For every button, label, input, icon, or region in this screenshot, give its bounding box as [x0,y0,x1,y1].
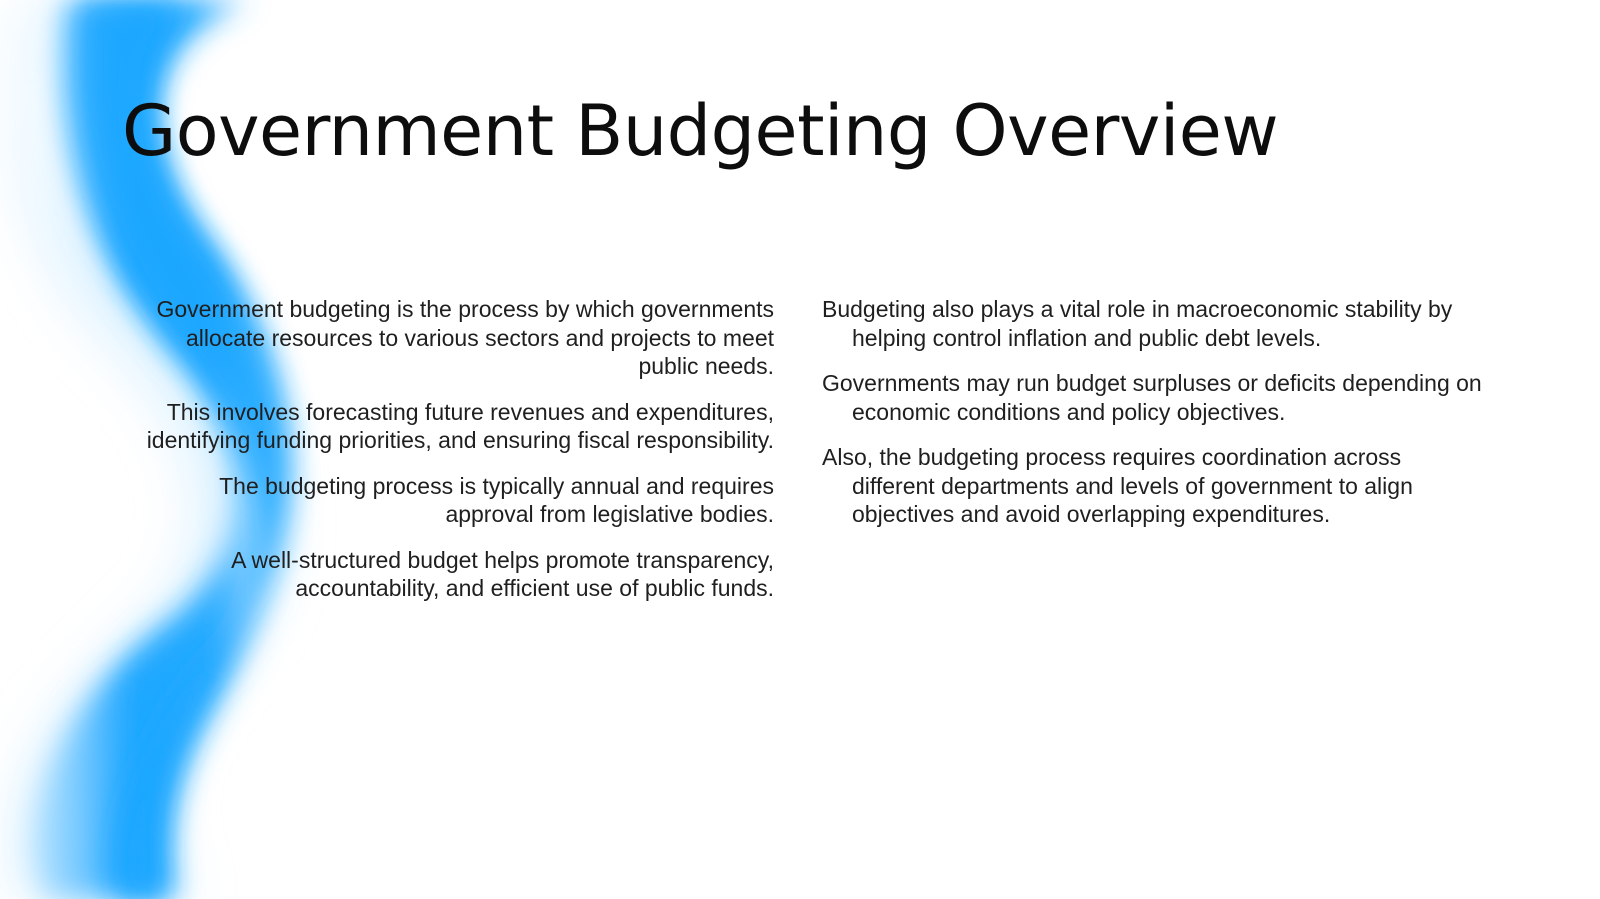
slide-title: Government Budgeting Overview [122,90,1279,172]
paragraph-forecasting: This involves forecasting future revenues and expenditures, identifying funding priorities, and ensuring fiscal responsibility. [146,398,774,453]
paragraph-coordination: Also, the budgeting process requires coordination across different departments and levels of government to align objectives and avoid overlapping expenditures. [822,444,1413,527]
paragraph-budgeting-definition: Government budgeting is the process by which governments allocate resources to various sectors and projects to meet public needs. [156,296,774,379]
paragraph-surpluses-deficits: Governments may run budget surpluses or deficits depending on economic conditions and policy objectives. [822,370,1482,425]
right-text-column [822,295,1482,546]
paragraph-annual-process: The budgeting process is typically annual and requires approval from legislative bodies. [219,472,774,527]
paragraph-transparency: A well-structured budget helps promote transparency, accountability, and efficient use of public funds. [231,546,774,601]
left-text-column [126,295,774,620]
paragraph-macroeconomic-stability: Budgeting also plays a vital role in macroeconomic stability by helping control inflation and public debt levels. [822,296,1453,351]
